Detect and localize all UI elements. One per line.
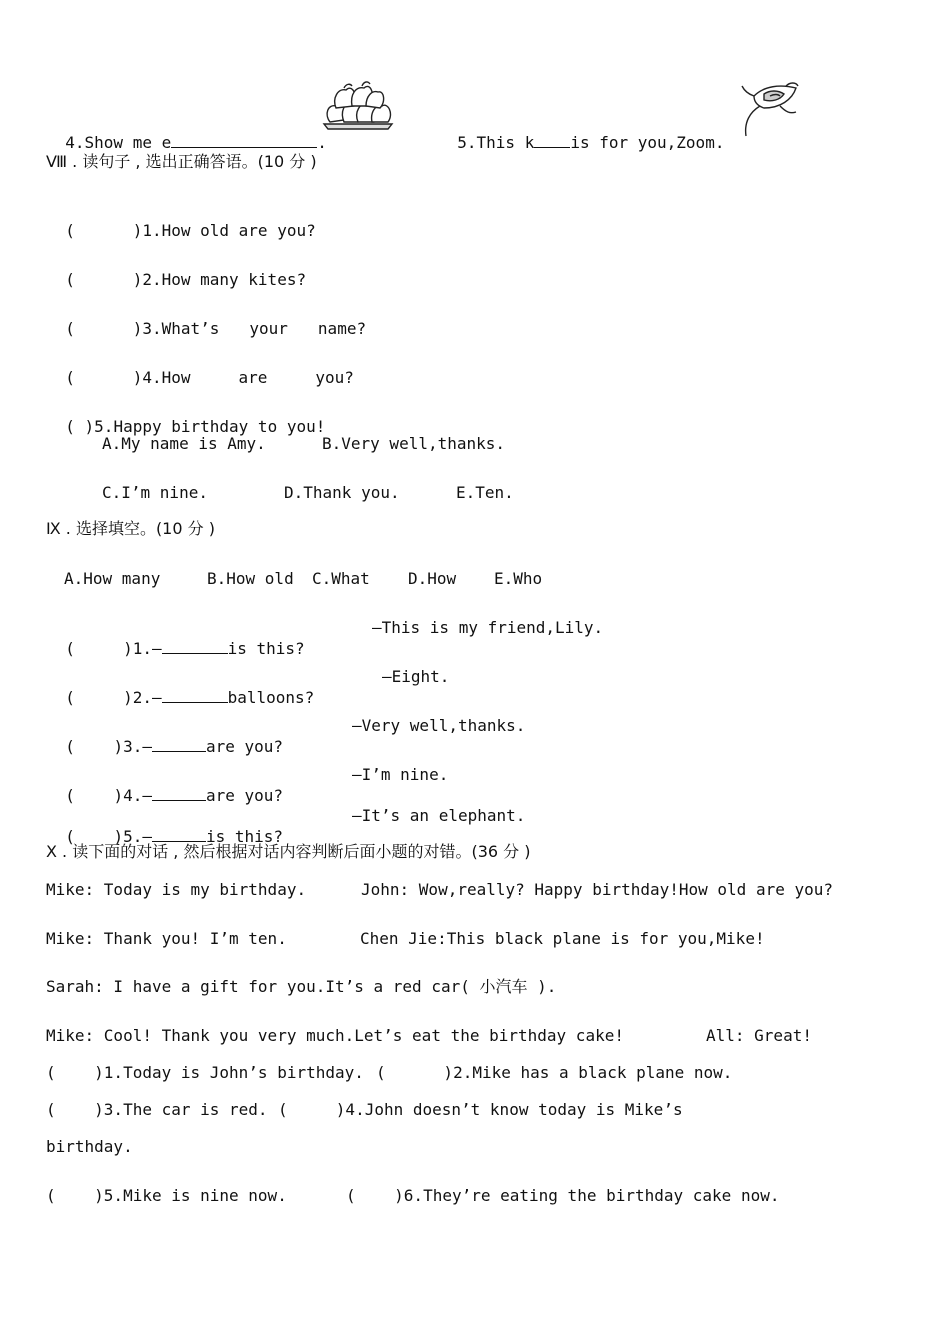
s9-q3 <box>46 716 283 757</box>
q7-4-text: 4.Show me e <box>65 133 172 152</box>
s9-q4-dash: — <box>142 786 152 805</box>
s9-q2-blank[interactable] <box>162 687 228 703</box>
s9-q2-num: )2. <box>123 688 152 707</box>
s8-q4-c: you? <box>315 368 354 387</box>
s8-q1-paren[interactable]: ( ) <box>65 221 143 240</box>
dialogue-line-3: Sarah: I have a gift for you.It’s a red car( 小汽车 ). <box>46 977 557 996</box>
s8-q4-b: are <box>238 368 268 387</box>
s9-q2-dash: — <box>151 688 162 707</box>
s8-q2 <box>46 250 306 290</box>
q7-4-line <box>46 112 327 153</box>
s9-q1-answer: —This is my friend,Lily. <box>372 618 604 637</box>
s9-q1-blank[interactable] <box>162 638 228 654</box>
s8-q4 <box>46 348 354 388</box>
s9-option-c: C.What <box>312 569 370 588</box>
s9-q1-text: is this? <box>227 639 305 658</box>
q7-4-blank[interactable] <box>171 132 317 148</box>
dialogue-line-1b: John: Wow,really? Happy birthday!How old are you? <box>361 880 834 899</box>
dialogue-line-1a: Mike: Today is my birthday. <box>46 880 307 899</box>
s9-q1 <box>46 618 305 659</box>
s10-q4-continued: birthday. <box>46 1137 133 1156</box>
s10-q6[interactable]: ( )6.They’re eating the birthday cake now. <box>346 1186 780 1205</box>
s9-option-d: D.How <box>408 569 457 588</box>
s10-q5[interactable]: ( )5.Mike is nine now. <box>46 1186 287 1205</box>
s10-q2[interactable]: ( )2.Mike has a black plane now. <box>376 1063 733 1082</box>
s9-q2-answer: —Eight. <box>382 667 450 686</box>
s9-q5-num: )5. <box>113 827 143 846</box>
s8-q3-paren[interactable]: ( ) <box>65 319 143 338</box>
s8-q1 <box>46 201 316 241</box>
s8-q5 <box>46 397 325 437</box>
s9-q4-text: are you? <box>205 786 284 805</box>
s9-q3-num: )3. <box>113 737 143 756</box>
s9-q4-answer: —I’m nine. <box>352 765 449 784</box>
dialogue-line-2b: Chen Jie:This black plane is for you,Mike! <box>360 929 765 948</box>
s8-option-b: B.Very well,thanks. <box>322 434 506 453</box>
s8-q2-text: 2.How many kites? <box>142 270 307 289</box>
s9-q2 <box>46 667 314 708</box>
s9-q4-blank[interactable] <box>152 785 206 801</box>
peaches-illustration-icon <box>322 80 394 130</box>
q7-5-blank[interactable] <box>534 132 570 148</box>
dialogue-line-4a: Mike: Cool! Thank you very much.Let’s eat the birthday cake! <box>46 1026 624 1045</box>
s8-q1-text: 1.How old are you? <box>142 221 316 240</box>
s9-q4-num: )4. <box>113 786 143 805</box>
s9-q5-dash: — <box>142 827 152 846</box>
s8-q2-paren[interactable]: ( ) <box>65 270 143 289</box>
q7-5-rest: is for you,Zoom. <box>570 133 725 152</box>
s9-q4 <box>46 765 283 806</box>
q7-5-text: 5.This k <box>457 133 535 152</box>
s8-option-c: C.I’m nine. <box>102 483 208 502</box>
kite-illustration-icon <box>740 78 802 140</box>
s9-option-e: E.Who <box>494 569 543 588</box>
s9-q1-paren[interactable]: ( <box>65 639 124 658</box>
s9-q2-text: balloons? <box>227 688 315 707</box>
s9-q2-paren[interactable]: ( <box>65 688 124 707</box>
s9-q5 <box>46 806 283 847</box>
s9-q3-paren[interactable]: ( <box>65 737 114 756</box>
s9-q1-num: )1. <box>123 639 152 658</box>
dialogue-line-2a: Mike: Thank you! I’m ten. <box>46 929 287 948</box>
s8-option-d: D.Thank you. <box>284 483 400 502</box>
section8-title: Ⅷ . 读句子 , 选出正确答语。(10 分 ) <box>46 152 317 171</box>
q7-4-period: . <box>317 133 327 152</box>
s8-option-a: A.My name is Amy. <box>102 434 266 453</box>
s9-q5-text: is this? <box>205 827 284 846</box>
s9-q5-blank[interactable] <box>152 826 206 842</box>
s8-q5-paren[interactable]: ( ) <box>65 417 95 436</box>
section9-title: Ⅸ . 选择填空。(10 分 ) <box>46 519 215 538</box>
s9-q4-paren[interactable]: ( <box>65 786 114 805</box>
s9-option-a: A.How many <box>64 569 161 588</box>
s9-q3-answer: —Very well,thanks. <box>352 716 526 735</box>
q7-5-line <box>438 112 724 153</box>
s8-option-e: E.Ten. <box>456 483 514 502</box>
s9-q5-answer: —It’s an elephant. <box>352 806 526 825</box>
s8-q3-c: name? <box>317 319 367 338</box>
s9-q5-paren[interactable]: ( <box>65 827 114 846</box>
s9-q3-blank[interactable] <box>152 736 206 752</box>
s10-q3[interactable]: ( )3.The car is red. <box>46 1100 268 1119</box>
s9-q3-dash: — <box>142 737 152 756</box>
dialogue-line-4b: All: Great! <box>706 1026 812 1045</box>
s8-q4-paren[interactable]: ( ) <box>65 368 143 387</box>
s8-q3-b: your <box>249 319 288 338</box>
s8-q3-a: 3.What’s <box>142 319 220 338</box>
s10-q4[interactable]: ( )4.John doesn’t know today is Mike’s <box>278 1100 683 1119</box>
s8-q4-a: 4.How <box>142 368 191 387</box>
section10-title: Ⅹ . 读下面的对话 , 然后根据对话内容判断后面小题的对错。(36 分 ) <box>46 842 531 861</box>
s9-q1-dash: — <box>151 639 162 658</box>
s8-q5-text: 5.Happy birthday to you! <box>94 417 326 436</box>
s9-q3-text: are you? <box>205 737 284 756</box>
s9-option-b: B.How old <box>207 569 294 588</box>
s10-q1[interactable]: ( )1.Today is John’s birthday. <box>46 1063 364 1082</box>
s8-q3 <box>46 299 366 339</box>
